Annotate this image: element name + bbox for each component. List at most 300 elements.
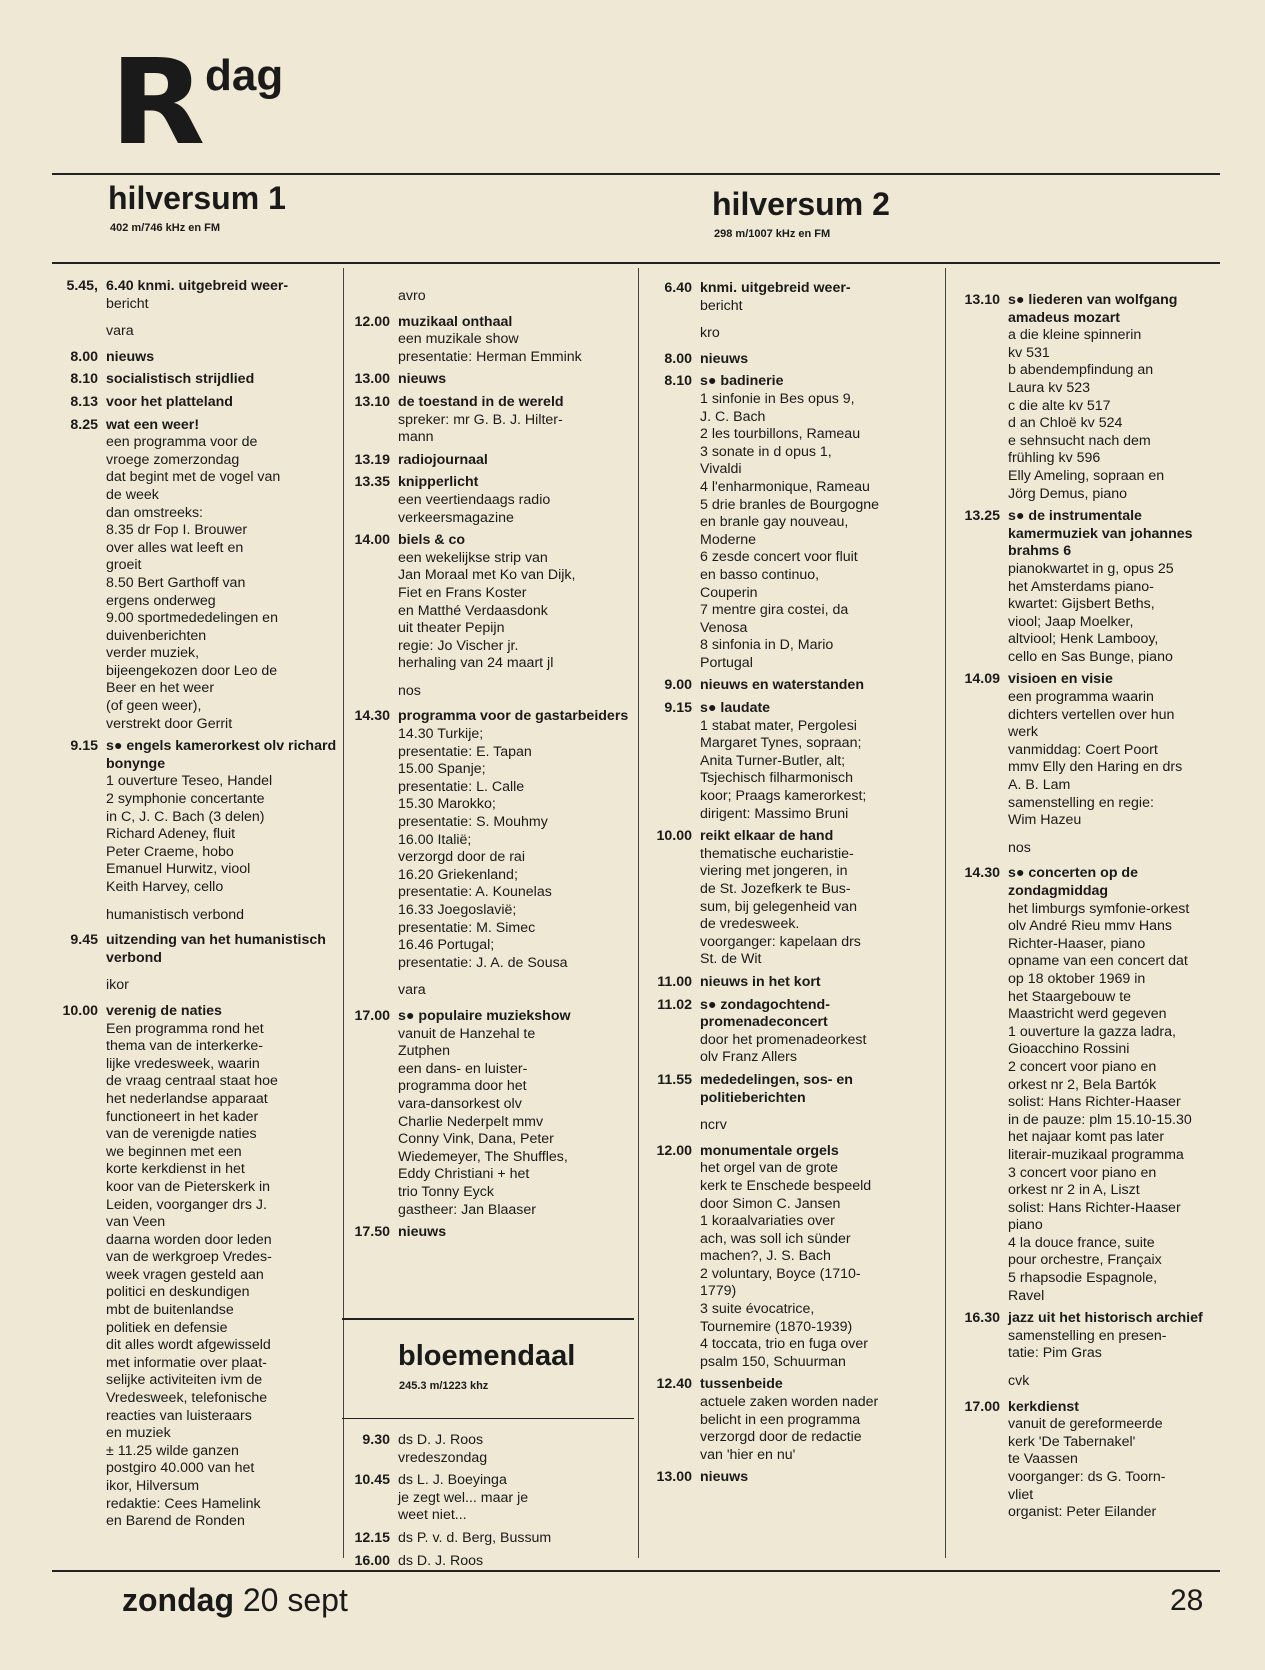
program-detail: Peter Craeme, hobo (106, 843, 234, 860)
program-detail: vara-dansorkest olv (398, 1095, 522, 1112)
program-body (106, 417, 338, 734)
program-detail: dan omstreeks: (106, 504, 203, 521)
program-time: 16.00 (354, 1552, 390, 1569)
program-body (1008, 508, 1232, 666)
program-detail: het Staargebouw te (1008, 988, 1132, 1005)
program-entry (644, 1469, 940, 1487)
program-body (1008, 671, 1232, 829)
program-time: 8.13 (70, 393, 98, 410)
program-detail: opname van een concert dat (1008, 953, 1188, 970)
program-detail: Beer en het weer (106, 680, 215, 697)
program-detail: en branle gay nouveau, (700, 514, 849, 531)
program-title: reikt elkaar de hand (700, 828, 834, 845)
station-freq-bloemendaal: 245.3 m/1223 khz (399, 1380, 489, 1392)
program-time: 8.00 (70, 348, 98, 365)
program-detail: Zutphen (398, 1043, 451, 1060)
program-entry (644, 1376, 940, 1464)
program-detail: een dans- en luister- (398, 1060, 528, 1077)
program-detail: orkest nr 2, Bela Bartók (1008, 1076, 1157, 1093)
program-title: biels & co (398, 532, 466, 549)
columns-rule (52, 262, 1220, 264)
program-detail: 1 koraalvariaties over (700, 1213, 835, 1230)
program-detail: 16.00 Italië; (398, 831, 472, 848)
program-detail: op 18 oktober 1969 in (1008, 970, 1146, 987)
program-detail: werk (1008, 724, 1038, 741)
program-time: 12.00 (656, 1142, 692, 1159)
bloemendaal-rule (342, 1418, 634, 1419)
program-entry (644, 828, 940, 969)
program-body (398, 708, 634, 972)
program-title: nieuws en waterstanden (700, 677, 864, 694)
program-detail: postgiro 40.000 van het (106, 1460, 255, 1477)
program-detail: verzorgd door de redactie (700, 1429, 862, 1446)
program-detail: ds D. J. Roos (398, 1432, 484, 1448)
program-detail: het najaar komt pas later (1008, 1129, 1165, 1146)
program-time: 13.25 (964, 508, 1000, 525)
program-detail: Tsjechisch filharmonisch (700, 770, 853, 787)
program-detail: Eddy Christiani + het (398, 1166, 530, 1183)
top-rule (52, 173, 1220, 175)
program-body (700, 280, 940, 315)
program-entry (950, 671, 1232, 829)
column-hilversum2-b (950, 292, 1232, 1527)
program-detail: Venosa (700, 619, 748, 636)
broadcaster-label: nos (398, 682, 421, 699)
program-time: 14.30 (964, 865, 1000, 882)
program-detail: van de verenigde naties (106, 1126, 257, 1143)
program-time: 11.00 (657, 973, 692, 990)
program-detail: gastheer: Jan Blaaser (398, 1201, 537, 1218)
program-entry (950, 1310, 1232, 1363)
program-detail: en muziek (106, 1425, 171, 1442)
program-entry (342, 708, 634, 972)
program-title: knipperlicht (398, 474, 479, 491)
program-detail: viering met jongeren, in (700, 863, 848, 880)
program-time: 9.45 (70, 932, 98, 949)
program-body (398, 452, 634, 470)
program-time: 14.00 (354, 532, 390, 549)
program-detail: thema van de interkerke- (106, 1038, 263, 1055)
program-entry (950, 1399, 1232, 1522)
program-body (106, 738, 338, 896)
program-detail: de week (106, 486, 159, 503)
program-body (106, 278, 338, 313)
program-entry (342, 1432, 634, 1467)
program-time: 12.15 (354, 1529, 390, 1546)
program-detail: uit theater Pepijn (398, 620, 505, 637)
program-detail: ach, was soll ich sünder (700, 1230, 851, 1247)
program-title: de toestand in de wereld (398, 393, 564, 410)
program-detail: van Veen (106, 1214, 166, 1231)
program-body (106, 349, 338, 367)
program-entry (342, 314, 634, 367)
program-detail: solist: Hans Richter-Haaser (1008, 1199, 1181, 1216)
program-entry (342, 1224, 634, 1242)
program-detail: 16.20 Griekenland; (398, 866, 518, 883)
program-detail: mann (398, 429, 434, 446)
program-entry (342, 1008, 634, 1219)
program-body (700, 1376, 940, 1464)
program-entry (644, 351, 940, 369)
program-time: 14.09 (964, 671, 1000, 688)
footer-date-text: 20 sept (242, 1582, 348, 1618)
program-title: s● liederen van wolfgang amadeus mozart (1008, 292, 1178, 326)
program-title: radiojournaal (398, 451, 488, 468)
program-detail: 14.30 Turkije; (398, 726, 484, 743)
program-title: socialistisch strijdlied (106, 371, 255, 388)
program-body (1008, 1310, 1232, 1363)
program-title: kerkdienst (1008, 1398, 1079, 1415)
program-detail: het limburgs symfonie-orkest (1008, 900, 1190, 917)
program-body (700, 351, 940, 369)
program-detail: presentatie: A. Kounelas (398, 884, 552, 901)
program-entry (342, 452, 634, 470)
program-detail: Portugal (700, 654, 753, 671)
program-body (700, 1143, 940, 1372)
program-detail: thematische eucharistie- (700, 845, 854, 862)
program-detail: het nederlandse apparaat (106, 1090, 268, 1107)
program-detail: pianokwartet in g, opus 25 (1008, 560, 1174, 577)
program-time: 13.19 (354, 451, 390, 468)
program-detail: van de werkgroep Vredes- (106, 1249, 272, 1266)
program-detail: verkeersmagazine (398, 509, 514, 526)
program-detail: 5 rhapsodie Espagnole, (1008, 1270, 1158, 1287)
program-entry (50, 738, 338, 896)
program-time: 14.30 (354, 708, 390, 725)
program-body (398, 1008, 634, 1219)
program-detail: presentatie: S. Mouhmy (398, 814, 548, 831)
program-time: 13.10 (354, 393, 390, 410)
program-body (398, 1553, 634, 1571)
program-detail: ergens onderweg (106, 592, 216, 609)
program-title: s● engels kamerorkest olv richard bonynge (106, 738, 337, 772)
program-entry (50, 932, 338, 967)
program-detail: ikor, Hilversum (106, 1478, 200, 1494)
program-detail: 16.46 Portugal; (398, 937, 495, 954)
program-detail: belicht in een programma (700, 1411, 861, 1428)
program-detail: 4 l'enharmonique, Rameau (700, 478, 870, 495)
program-detail: Richter-Haaser, piano (1008, 935, 1146, 952)
program-detail: Richard Adeney, fluit (106, 826, 236, 843)
program-detail: in C, J. C. Bach (3 delen) (106, 808, 265, 825)
program-time: 11.55 (657, 1071, 692, 1088)
program-detail: je zegt wel... maar je (398, 1489, 529, 1506)
program-body (700, 828, 940, 969)
column-hilversum1-a (50, 278, 338, 1536)
program-detail: 1779) (700, 1283, 737, 1300)
program-title: nieuws (398, 371, 447, 388)
program-detail: programma door het (398, 1078, 527, 1095)
program-body (398, 1530, 634, 1548)
station-title-bloemendaal: bloemendaal (398, 1340, 576, 1372)
program-detail: kwartet: Gijsbert Beths, (1008, 596, 1155, 613)
program-detail: Wim Hazeu (1008, 812, 1082, 829)
program-body (700, 700, 940, 823)
logo-word: dag (205, 51, 284, 100)
program-detail: het Amsterdams piano- (1008, 578, 1154, 595)
broadcaster-label: vara (398, 982, 426, 999)
program-time: 13.35 (354, 474, 390, 491)
program-detail: functioneert in het kader (106, 1108, 259, 1125)
program-entry (644, 997, 940, 1067)
program-detail: bijeengekozen door Leo de (106, 662, 278, 679)
program-entry (50, 394, 338, 412)
program-detail: tatie: Pim Gras (1008, 1345, 1102, 1362)
program-detail: 2 les tourbillons, Rameau (700, 426, 861, 443)
program-title: s● concerten op de zondagmiddag (1008, 865, 1138, 899)
program-detail: kv 531 (1008, 344, 1050, 361)
broadcaster-label: nos (1008, 839, 1031, 856)
program-detail: dichters vertellen over hun (1008, 706, 1175, 723)
program-detail: presentatie: E. Tapan (398, 743, 532, 760)
program-entry (342, 394, 634, 447)
program-detail: 2 voluntary, Boyce (1710- (700, 1265, 861, 1282)
program-detail: voorganger: ds G. Toorn- (1008, 1469, 1166, 1485)
program-body (398, 371, 634, 389)
program-detail: trio Tonny Eyck (398, 1183, 494, 1200)
program-entry (342, 1472, 634, 1525)
program-detail: regie: Jo Vischer jr. (398, 637, 519, 654)
program-time: 9.30 (362, 1432, 390, 1448)
broadcaster-label: kro (700, 325, 720, 342)
program-detail: ds D. J. Roos (398, 1552, 484, 1569)
program-entry (50, 349, 338, 367)
program-detail: actuele zaken worden nader (700, 1394, 879, 1411)
program-detail: Moderne (700, 531, 756, 548)
program-detail: 4 la douce france, suite (1008, 1234, 1155, 1251)
program-detail: d an Chloë kv 524 (1008, 415, 1123, 432)
program-detail: selijke activiteiten ivm de (106, 1372, 263, 1389)
program-title: s● zondagochtend-promenadeconcert (700, 996, 830, 1031)
program-detail: 3 concert voor piano en (1008, 1164, 1157, 1181)
program-detail: Maastricht werd gegeven (1008, 1006, 1167, 1023)
broadcaster-label: humanistisch verbond (106, 906, 245, 923)
program-title: monumentale orgels (700, 1142, 839, 1159)
program-detail: een muzikale show (398, 331, 519, 348)
program-body (398, 394, 634, 447)
program-detail: vliet (1008, 1486, 1034, 1503)
program-detail: samenstelling en regie: (1008, 794, 1154, 811)
program-detail: Gioacchino Rossini (1008, 1041, 1130, 1058)
program-body (700, 373, 940, 672)
program-entry (342, 532, 634, 673)
program-detail: 6 zesde concert voor fluit (700, 549, 858, 566)
program-entry (50, 278, 338, 313)
program-detail: vanuit de Hanzehal te (398, 1025, 536, 1042)
program-detail: een programma voor de (106, 434, 258, 451)
program-detail: we beginnen met een (106, 1143, 242, 1160)
program-detail: lijke vredesweek, waarin (106, 1055, 260, 1072)
program-title: mededelingen, sos- en politieberichten (700, 1071, 853, 1106)
program-detail: samenstelling en presen- (1008, 1327, 1167, 1344)
program-title: s● de instrumentale kamermuziek van johannes brahms 6 (1008, 508, 1193, 560)
program-detail: verstrekt door Gerrit (106, 715, 233, 732)
program-title: programma voor de gastarbeiders (398, 708, 629, 725)
program-time: 9.00 (664, 677, 692, 694)
program-detail: week vragen gesteld aan (106, 1266, 264, 1283)
program-entry (950, 508, 1232, 666)
program-entry (50, 371, 338, 389)
program-detail: en Barend de Ronden (106, 1513, 245, 1530)
program-detail: vredeszondag (398, 1449, 488, 1466)
program-detail: over alles wat leeft en (106, 539, 244, 556)
program-detail: a die kleine spinnerin (1008, 327, 1142, 344)
program-title: visioen en visie (1008, 671, 1113, 688)
program-detail: Vivaldi (700, 461, 742, 478)
station-freq-h2: 298 m/1007 kHz en FM (714, 228, 831, 240)
program-body (106, 932, 338, 967)
program-time: 17.00 (354, 1007, 390, 1024)
program-time: 17.50 (354, 1224, 390, 1241)
program-detail: korte kerkdienst in het (106, 1161, 245, 1178)
program-detail: 9.00 sportmededelingen en (106, 610, 278, 627)
column-hilversum2-a (644, 280, 940, 1492)
program-detail: de vredesweek. (700, 916, 800, 933)
program-detail: vanmiddag: Coert Poort (1008, 741, 1158, 758)
program-time: 13.10 (964, 292, 1000, 308)
station-title-h2: hilversum 2 (712, 186, 890, 222)
program-detail: altviool; Henk Lambooy, (1008, 631, 1159, 648)
program-detail: vanuit de gereformeerde (1008, 1416, 1163, 1433)
program-body (398, 1432, 634, 1467)
program-detail: orkest nr 2 in A, Liszt (1008, 1182, 1140, 1199)
program-detail: kerk te Enschede bespeeld (700, 1177, 872, 1194)
program-entry (644, 1143, 940, 1372)
program-entry (342, 1530, 634, 1548)
program-detail: Ravel (1008, 1287, 1045, 1304)
program-detail: de St. Jozefkerk te Bus- (700, 881, 851, 897)
program-detail: 8.35 dr Fop I. Brouwer (106, 522, 248, 539)
program-entry (342, 1553, 634, 1571)
program-detail: 8 sinfonia in D, Mario (700, 637, 834, 654)
program-detail: 1 stabat mater, Pergolesi (700, 717, 857, 734)
program-time: 16.30 (964, 1310, 1000, 1327)
program-detail: ds L. J. Boeyinga (398, 1472, 507, 1489)
program-title: verenig de naties (106, 1002, 222, 1019)
program-detail: organist: Peter Eilander (1008, 1504, 1157, 1521)
program-detail: 8.50 Bert Garthoff van (106, 574, 246, 591)
program-detail: redaktie: Cees Hamelink (106, 1495, 261, 1512)
program-detail: Anita Turner-Butler, alt; (700, 752, 846, 769)
program-entry (644, 700, 940, 823)
program-time: 12.00 (354, 313, 390, 330)
program-entry (644, 974, 940, 992)
program-detail: 3 sonate in d opus 1, (700, 443, 832, 460)
program-entry (342, 371, 634, 389)
program-title: nieuws in het kort (700, 973, 821, 990)
program-detail: 1 ouverture Teseo, Handel (106, 773, 273, 790)
program-detail: verder muziek, (106, 645, 200, 662)
program-detail: groeit (106, 557, 142, 574)
program-detail: in de pauze: plm 15.10-15.30 (1008, 1111, 1192, 1128)
program-detail: presentatie: M. Simec (398, 919, 536, 936)
program-detail: het orgel van de grote (700, 1160, 839, 1177)
program-detail: met informatie over plaat- (106, 1354, 267, 1371)
program-detail: door Simon C. Jansen (700, 1195, 841, 1212)
program-entry (644, 373, 940, 672)
program-detail: de vraag centraal staat hoe (106, 1073, 278, 1090)
program-time: 12.40 (656, 1376, 692, 1393)
program-detail: een programma waarin (1008, 689, 1154, 706)
program-detail: politiek en defensie (106, 1319, 228, 1336)
program-entry (644, 1072, 940, 1107)
program-title: knmi. uitgebreid weer- (700, 280, 851, 296)
program-detail: te Vaassen (1008, 1451, 1078, 1468)
program-detail: door het promenadeorkest (700, 1031, 867, 1048)
program-title: nieuws (106, 348, 155, 365)
program-time: 8.10 (664, 373, 692, 390)
program-detail: verzorgd door de rai (398, 849, 525, 866)
program-detail: Vredesweek, telefonische (106, 1390, 268, 1407)
footer-date (122, 1582, 348, 1619)
logo-letter: R (109, 33, 202, 171)
program-detail: solist: Hans Richter-Haaser (1008, 1094, 1181, 1111)
program-detail: (of geen weer), (106, 698, 202, 715)
program-time: 8.10 (70, 371, 98, 388)
program-detail: pour orchestre, Françaix (1008, 1252, 1162, 1269)
program-entry (950, 292, 1232, 503)
program-detail: daarna worden door leden (106, 1231, 272, 1248)
column-bloemendaal (342, 1432, 634, 1575)
program-detail: St. de Wit (700, 951, 762, 968)
program-detail: psalm 150, Schuurman (700, 1353, 846, 1370)
program-detail: Leiden, voorganger drs J. (106, 1196, 267, 1213)
program-detail: vroege zomerzondag (106, 451, 240, 468)
program-title: 6.40 knmi. uitgebreid weer- (106, 278, 289, 294)
program-detail: cello en Sas Bunge, piano (1008, 648, 1173, 665)
program-title: nieuws (398, 1224, 447, 1241)
program-detail: duivenberichten (106, 627, 207, 644)
program-title: jazz uit het historisch archief (1008, 1310, 1203, 1327)
program-body (700, 677, 940, 695)
broadcaster-label: cvk (1008, 1373, 1030, 1390)
program-detail: Tournemire (1870-1939) (700, 1318, 853, 1335)
program-detail: Conny Vink, Dana, Peter (398, 1131, 554, 1148)
program-detail: Een programma rond het (106, 1020, 264, 1037)
program-detail: dat begint met de vogel van (106, 469, 281, 486)
program-detail: presentatie: Herman Emmink (398, 348, 582, 365)
program-body (106, 394, 338, 412)
program-detail: en basso continuo, (700, 566, 820, 583)
program-title: s● laudate (700, 700, 771, 717)
program-entry (50, 1003, 338, 1531)
column-divider (638, 268, 639, 1558)
program-title: uitzending van het humanistisch verbond (106, 932, 326, 966)
program-time: 9.15 (664, 700, 692, 717)
station-freq-h1: 402 m/746 kHz en FM (110, 222, 221, 234)
program-detail: 16.33 Joegoslavië; (398, 902, 517, 918)
program-detail: Fiet en Frans Koster (398, 584, 527, 601)
program-body (106, 371, 338, 389)
program-detail: piano (1008, 1217, 1043, 1234)
program-detail: Wiedemeyer, The Shuffles, (398, 1148, 568, 1165)
program-detail: voorganger: kapelaan drs (700, 933, 861, 950)
program-detail: Charlie Nederpelt mmv (398, 1113, 544, 1130)
program-detail: Emanuel Hurwitz, viool (106, 861, 251, 878)
program-detail: 15.30 Marokko; (398, 796, 496, 813)
program-detail: dirigent: Massimo Bruni (700, 805, 849, 822)
program-detail: herhaling van 24 maart jl (398, 655, 554, 672)
program-detail: Margaret Tynes, sopraan; (700, 735, 862, 752)
program-title: voor het platteland (106, 393, 233, 410)
program-entry (50, 417, 338, 734)
program-title: wat een weer! (106, 416, 200, 433)
program-time: 11.02 (657, 996, 692, 1013)
program-detail: presentatie: J. A. de Sousa (398, 954, 568, 971)
column-divider (945, 268, 946, 1558)
program-detail: 15.00 Spanje; (398, 761, 486, 778)
program-detail: Elly Ameling, sopraan en (1008, 467, 1165, 484)
